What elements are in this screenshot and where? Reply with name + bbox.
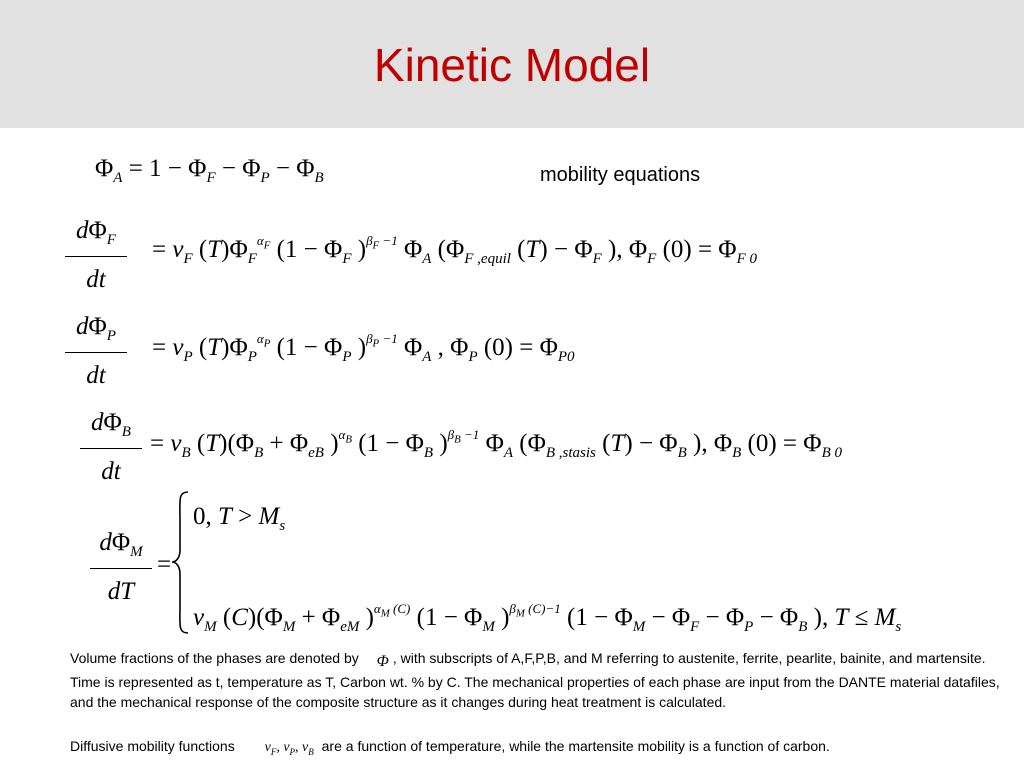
ferrite-derivative-fraction: $d\Phi_F$ dt xyxy=(65,218,127,292)
bainite-derivative-fraction: $d\Phi_B$ dt xyxy=(80,410,142,484)
equation-austenite-fraction: $\Phi_A = 1 - \Phi_F - \Phi_P - \Phi_B$ xyxy=(95,155,324,186)
nu-symbols-inline: $\nu_F$, $\nu_P$, $\nu_B$ xyxy=(264,740,314,757)
piecewise-brace xyxy=(170,490,192,635)
pearlite-derivative-fraction: $d\Phi_P$ dt xyxy=(65,314,127,388)
slide-title: Kinetic Model xyxy=(373,39,651,91)
equation-ferrite: = $\nu_F$ $(T)\Phi_F^{\alpha_F}$ ($1 - \Phi_F$ )$^{\beta_F -1}$ $\Phi_A$ ($\Phi_{F ,equil}$ $(T) - \Phi_F$ ), $\Phi_F$ $(0) = \Phi_{F 0}$ xyxy=(152,233,758,267)
phase-fraction-description: Volume fractions of the phases are denoted by Φ , with subscripts of A,F,P,B, and M referring to austenite, ferrite, pearlite, bainite, and martensite. Time is represented as t, temperature as T, Carbon wt. % by C. The mechanical properties of each phase are input from the DANTE material datafiles, and the mechanical response of the composite structure as it changes during heat treatment is calculated. xyxy=(70,650,1000,710)
equation-bainite: = $\nu_B$ $(T)(\Phi_B + \Phi_{eB}$ )$^{\alpha_B}$ ($1 - \Phi_B$ )$^{\beta_B -1}$ $\Phi_A$ ($\Phi_{B ,stasis}$ $(T) - \Phi_B$ ), $\Phi_B$ $(0) = \Phi_{B 0}$ xyxy=(150,427,842,461)
mobility-functions-description: Diffusive mobility functions $\nu_F$, $\nu_P$, $\nu_B$ are a function of temperature, while the martensite mobility is a function of carbon. xyxy=(70,738,830,757)
mobility-equations-label: mobility equations xyxy=(540,164,701,186)
martensite-case-1: 0, $T > M_s$ xyxy=(193,503,286,534)
phi-symbol-inline: Φ xyxy=(376,653,389,670)
martensite-equals-sign: = xyxy=(157,551,172,578)
martensite-derivative-fraction: $d\Phi_M$ dT xyxy=(90,530,152,604)
martensite-case-2: $\nu_M$ $(C)(\Phi_M + \Phi_{eM}$ )$^{\alpha_M (C)}$ ($1 - \Phi_M$ )$^{\beta_M (C)-1}$ ($1 - \Phi_M - \Phi_F - \Phi_P - \Phi_B$ ), $T \le M_s$ xyxy=(193,601,902,635)
equation-pearlite: = $\nu_P$ $(T)\Phi_P^{\alpha_P}$ ($1 - \Phi_P$ )$^{\beta_P -1}$ $\Phi_A$ , $\Phi_P$ $(0) = \Phi_{P0}$ xyxy=(152,331,575,365)
